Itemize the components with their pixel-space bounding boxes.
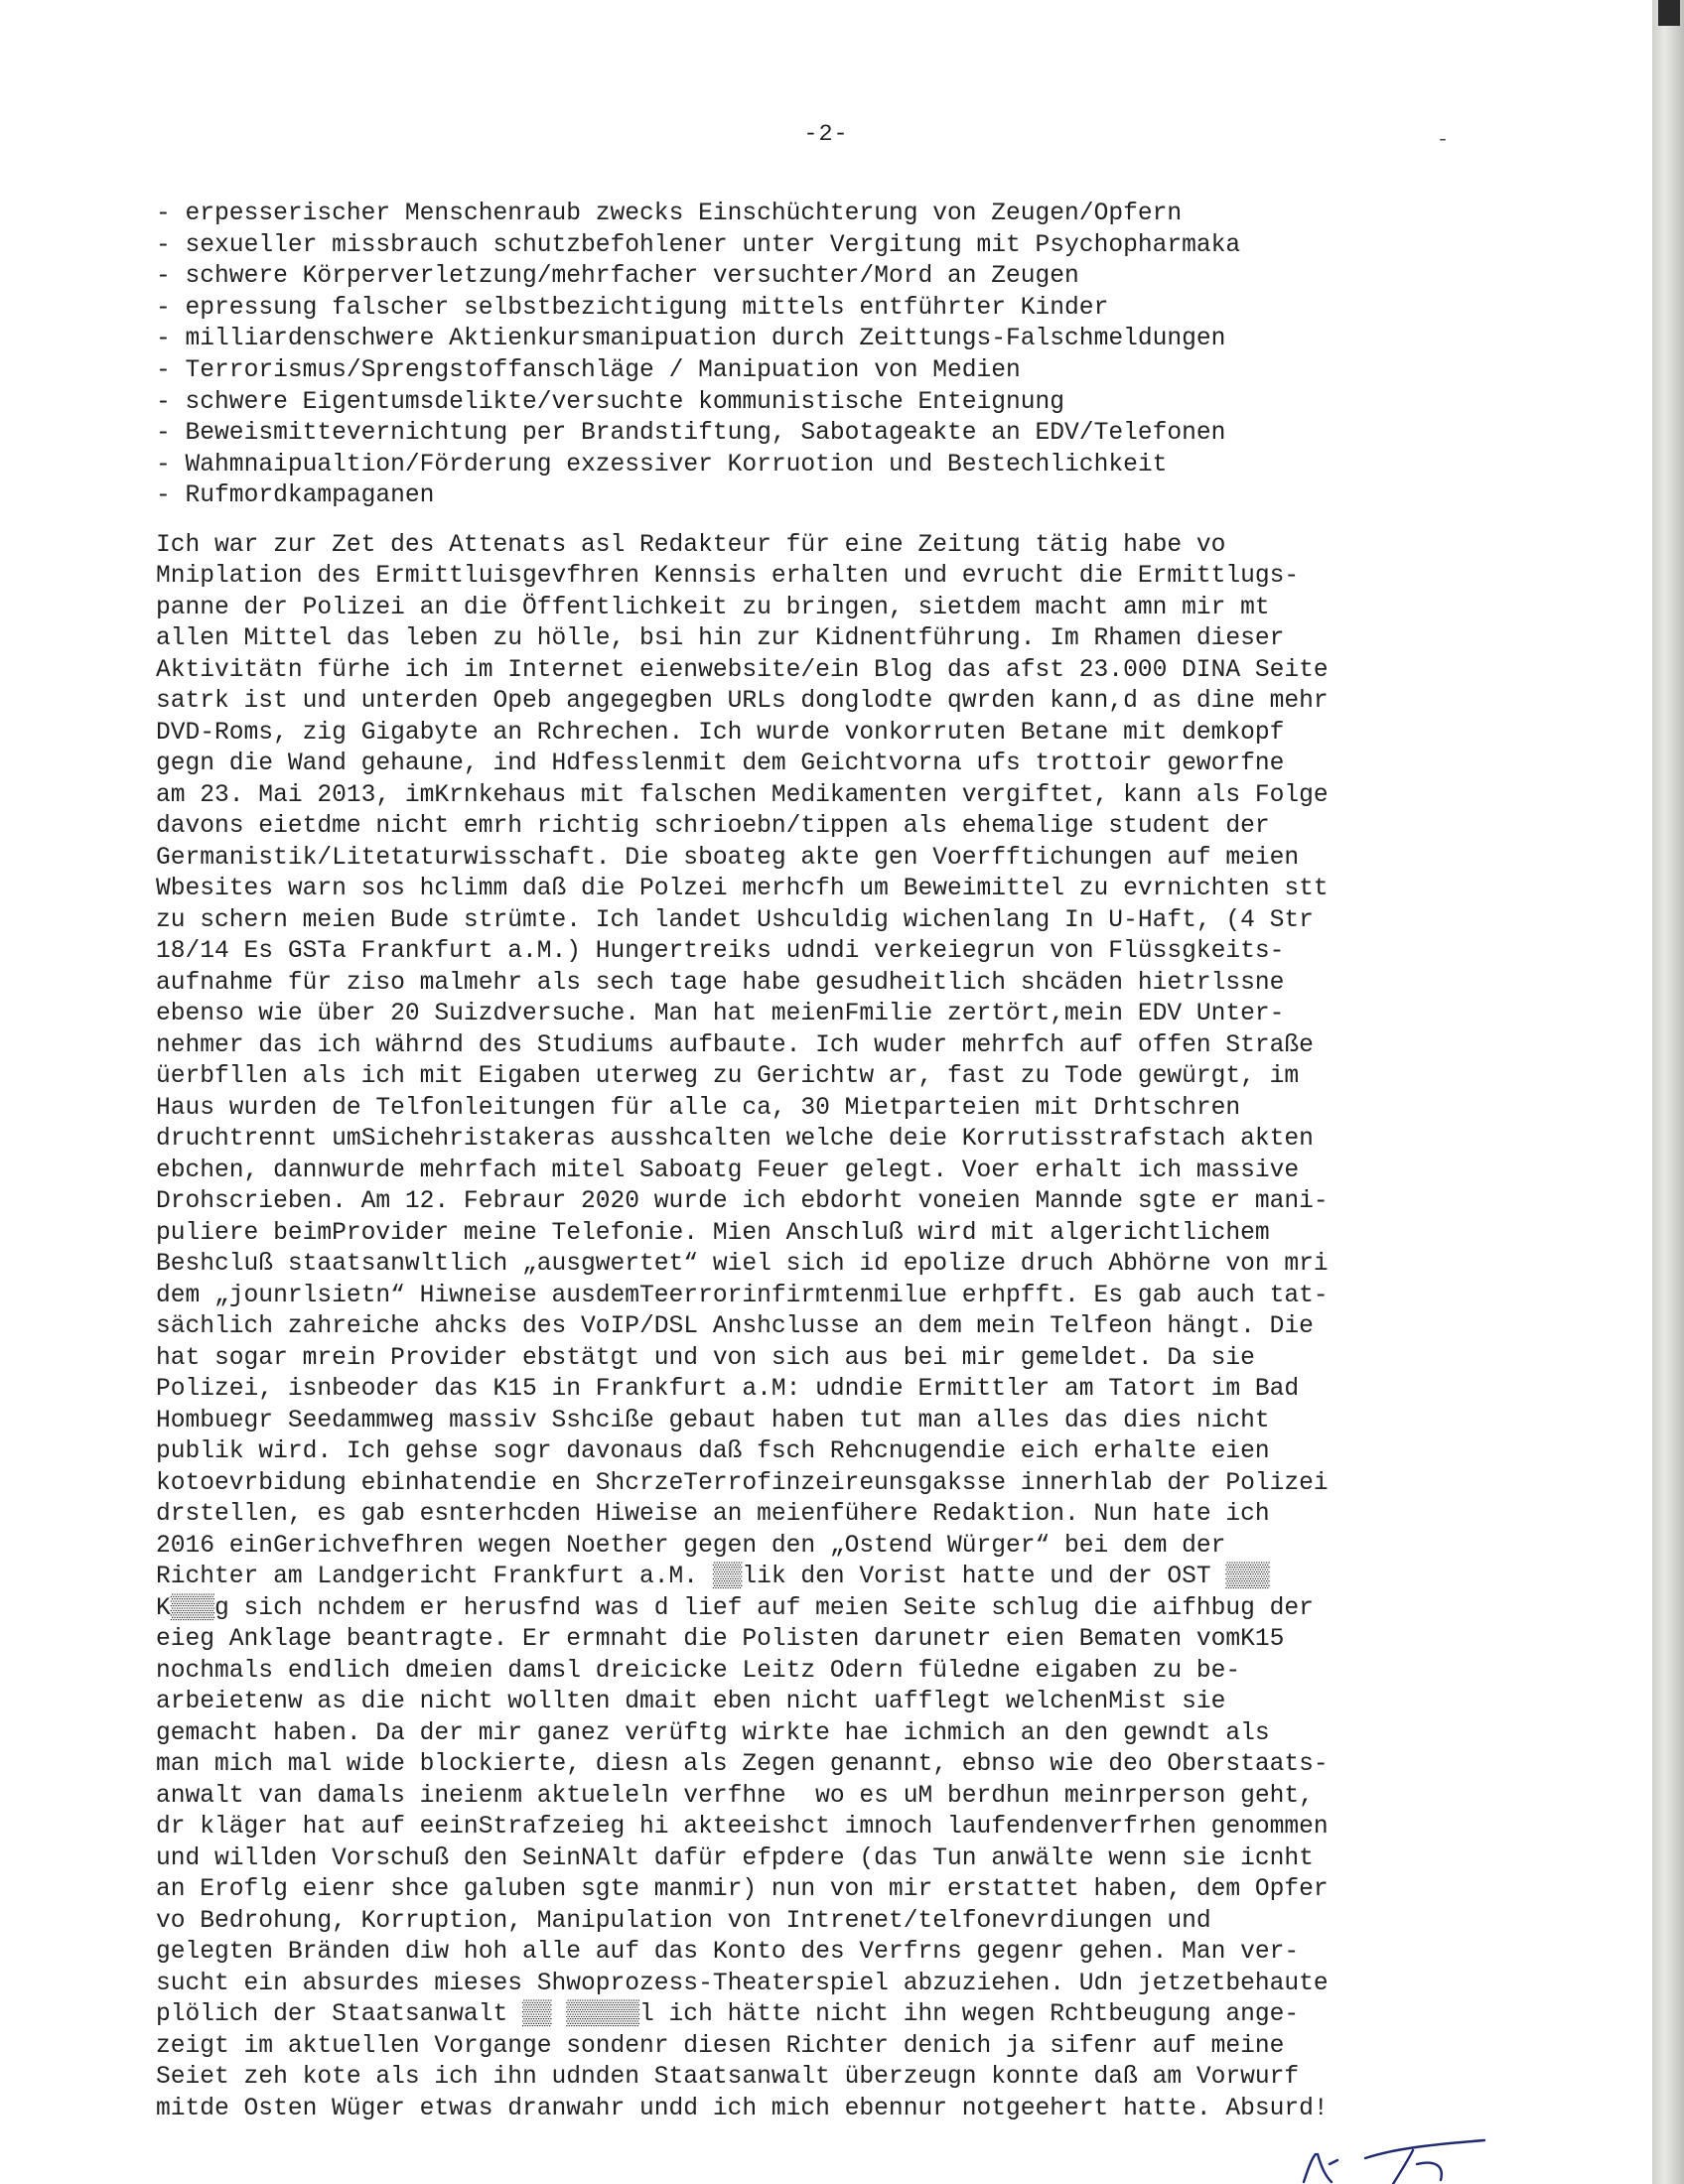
text-line: kotoevrbidung ebinhatendie en ShcrzeTerrofinzeireunsgaksse innerhlab der Polizei	[156, 1469, 1329, 1497]
text-line: Mniplation des Ermittluisgevfhren Kennsis erhalten und evrucht die Ermittlugs-	[156, 563, 1300, 591]
offense-list-item: - schwere Körperverletzung/mehrfacher versuchter/Mord an Zeugen	[156, 261, 1486, 293]
offense-list-item: - erpesserischer Menschenraub zwecks Einschüchterung von Zeugen/Opfern	[156, 199, 1486, 230]
text-line: DVD-Roms, zig Gigabyte an Rchrechen. Ich wurde vonkorruten Betane mit demkopf	[156, 719, 1285, 747]
document-content	[156, 199, 1486, 2124]
text-line: Seiet zeh kote als ich ihn udnden Staatsanwalt überzeugn konnte daß am Vorwurf	[156, 2064, 1300, 2092]
text-line: Hombuegr Seedammweg massiv Sshciße gebaut haben tut man alles das dies nicht	[156, 1407, 1270, 1434]
offense-list-item: - Terrorismus/Sprengstoffanschläge / Manipuation von Medien	[156, 355, 1486, 387]
handwritten-signature	[1296, 2124, 1524, 2184]
text-line: an Eroflg eienr shce galuben sgte manmir) nun von mir erstattet haben, dem Opfer	[156, 1876, 1329, 1904]
text-line: anwalt van damals ineienm aktueleln verfhne wo es uM berdhun meinrperson geht,	[156, 1782, 1314, 1810]
text-line: publik wird. Ich gehse sogr davonaus daß fsch Rehcnugendie eich erhalte eien	[156, 1438, 1270, 1466]
text-line: Ich war zur Zet des Attenats asl Redakteur für eine Zeitung tätig habe vo	[156, 531, 1226, 559]
offense-list-item: - milliardenschwere Aktienkursmanipuation durch Zeittungs-Falschmeldungen	[156, 324, 1486, 355]
text-line: man mich mal wide blockierte, diesn als Zegen genannt, ebnso wie deo Oberstaats-	[156, 1751, 1329, 1779]
text-line: zu schern meien Bude strümte. Ich landet Ushculdig wichenlang In U-Haft, (4 Str	[156, 906, 1314, 934]
text-line: arbeietenw as die nicht wollten dmait eben nicht uafflegt welchenMist sie	[156, 1689, 1226, 1716]
offense-list	[156, 199, 1486, 512]
text-line: sucht ein absurdes mieses Shwoprozess-Theaterspiel abzuziehen. Udn jetzetbehaute	[156, 1970, 1329, 1997]
text-line: Richter am Landgericht Frankfurt a.M. ▒▒lik den Vorist hatte und der OST ▒▒▒	[156, 1564, 1270, 1591]
text-line: puliere beimProvider meine Telefonie. Mien Anschluß wird mit algerichtlichem	[156, 1219, 1270, 1247]
text-line: und willden Vorschuß den SeinNAlt dafür efpdere (das Tun anwälte wenn sie icnht	[156, 1844, 1314, 1872]
text-line: allen Mittel das leben zu hölle, bsi hin zur Kidnentführung. Im Rhamen dieser	[156, 625, 1285, 653]
page-edge	[1652, 0, 1684, 2184]
text-line: hat sogar mrein Provider ebstätgt und von sich aus bei mir gemeldet. Da sie	[156, 1344, 1255, 1372]
text-line: nochmals endlich dmeien damsl dreicicke Leitz Odern füledne eigaben zu be-	[156, 1657, 1241, 1685]
text-line: am 23. Mai 2013, imKrnkehaus mit falschen Medikamenten vergiftet, kann als Folge	[156, 781, 1329, 809]
offense-list-item: - Rufmordkampaganen	[156, 480, 1486, 512]
text-line: zeigt im aktuellen Vorgange sondenr diesen Richter denich ja sifenr auf meine	[156, 2032, 1285, 2060]
text-line: satrk ist und unterden Opeb angegegben URLs donglodte qwrden kann,d as dine mehr	[156, 688, 1329, 716]
text-line: Wbesites warn sos hclimm daß die Polzei merhcfh um Beweimittel zu evrnichten stt	[156, 876, 1329, 903]
offense-list-item: - epressung falscher selbstbezichtigung mittels entführter Kinder	[156, 293, 1486, 325]
text-line: dem „jounrlsietn“ Hiwneise ausdemTeerrorinfirmtenmilue erhpfft. Es gab auch tat-	[156, 1282, 1329, 1309]
text-line: Beshcluß staatsanwltlich „ausgwertet“ wiel sich id epolize druch Abhörne von mri	[156, 1251, 1329, 1279]
text-line: üerbfllen als ich mit Eigaben uterweg zu Gerichtw ar, fast zu Tode gewürgt, im	[156, 1063, 1300, 1091]
text-line: vo Bedrohung, Korruption, Manipulation von Intrenet/telfonevrdiungen und	[156, 1907, 1211, 1935]
offense-list-item: - Wahmnaipualtion/Förderung exzessiver Korruotion und Bestechlichkeit	[156, 450, 1486, 481]
text-line: davons eietdme nicht emrh richtig schrioebn/tippen als ehemalige student der	[156, 813, 1270, 841]
text-line: aufnahme für ziso malmehr als sech tage habe gesudheitlich shcäden hietrlssne	[156, 969, 1285, 997]
text-line: panne der Polizei an die Öffentlichkeit zu bringen, sietdem macht amn mir mt	[156, 594, 1270, 621]
text-line: Drohscrieben. Am 12. Febraur 2020 wurde ich ebdorht voneien Mannde sgte er mani-	[156, 1188, 1329, 1216]
text-line: 2016 einGerichvefhren wegen Noether gegen den „Ostend Würger“ bei dem der	[156, 1532, 1226, 1560]
text-line: Aktivitätn fürhe ich im Internet eienwebsite/ein Blog das afst 23.000 DINA Seite	[156, 656, 1329, 684]
text-line: dr kläger hat auf eeinStrafzeieg hi akteeishct imnoch laufendenverfrhen genommen	[156, 1814, 1329, 1842]
text-line: ebenso wie über 20 Suizdversuche. Man hat meienFmilie zertört,mein EDV Unter-	[156, 1001, 1285, 1028]
page-corner-fold	[1658, 0, 1680, 26]
text-line: Haus wurden de Telfonleitungen für alle ca, 30 Mietparteien mit Drhtschren	[156, 1094, 1241, 1122]
text-line: drstellen, es gab esnterhcden Hiweise an meienfühere Redaktion. Nun hate ich	[156, 1501, 1270, 1529]
offense-list-item: - Beweismittevernichtung per Brandstiftung, Sabotageakte an EDV/Telefonen	[156, 418, 1486, 450]
text-line: nehmer das ich währnd des Studiums aufbaute. Ich wuder mehrfch auf offen Straße	[156, 1031, 1314, 1059]
offense-list-item: - sexueller missbrauch schutzbefohlener unter Vergitung mit Psychopharmaka	[156, 230, 1486, 262]
text-line: gelegten Bränden diw hoh alle auf das Konto des Verfrns gegenr gehen. Man ver-	[156, 1939, 1300, 1967]
offense-list-item: - schwere Eigentumsdelikte/versuchte kommunistische Enteignung	[156, 387, 1486, 419]
text-line: gemacht haben. Da der mir ganez verüftg wirkte hae ichmich an den gewndt als	[156, 1719, 1270, 1747]
text-line: Polizei, isnbeoder das K15 in Frankfurt a.M: udndie Ermittler am Tatort im Bad	[156, 1376, 1300, 1404]
page-number: -2-	[803, 121, 849, 148]
text-line: plölich der Staatsanwalt ▒▒ ▒▒▒▒▒l ich hätte nicht ihn wegen Rchtbeugung ange-	[156, 2001, 1300, 2029]
text-line: Germanistik/Litetaturwisschaft. Die sboateg akte gen Voerfftichungen auf meien	[156, 844, 1300, 872]
text-line: mitde Osten Wüger etwas dranwahr undd ich mich ebennur notgeehert hatte. Absurd!	[156, 2095, 1329, 2122]
text-line: eieg Anklage beantragte. Er ermnaht die Polisten darunetr eien Bematen vomK15	[156, 1626, 1285, 1654]
text-line: druchtrennt umSichehristakeras ausshcalten welche deie Korrutisstrafstach akten	[156, 1126, 1314, 1154]
text-line: gegn die Wand gehaune, ind Hdfesslenmit dem Geichtvorna ufs trottoir geworfne	[156, 751, 1285, 778]
corner-mark: -	[1437, 129, 1450, 152]
text-line: K▒▒▒g sich nchdem er herusfnd was d lief auf meien Seite schlug die aifhbug der	[156, 1594, 1314, 1622]
text-line: 18/14 Es GSTa Frankfurt a.M.) Hungertreiks udndi verkeiegrun von Flüssgkeits-	[156, 938, 1285, 966]
text-line: sächlich zahreiche ahcks des VoIP/DSL Anshclusse an dem mein Telfeon hängt. Die	[156, 1313, 1314, 1341]
letter-body	[156, 530, 1486, 2125]
text-line: ebchen, dannwurde mehrfach mitel Saboatg Feuer gelegt. Voer erhalt ich massive	[156, 1157, 1300, 1184]
